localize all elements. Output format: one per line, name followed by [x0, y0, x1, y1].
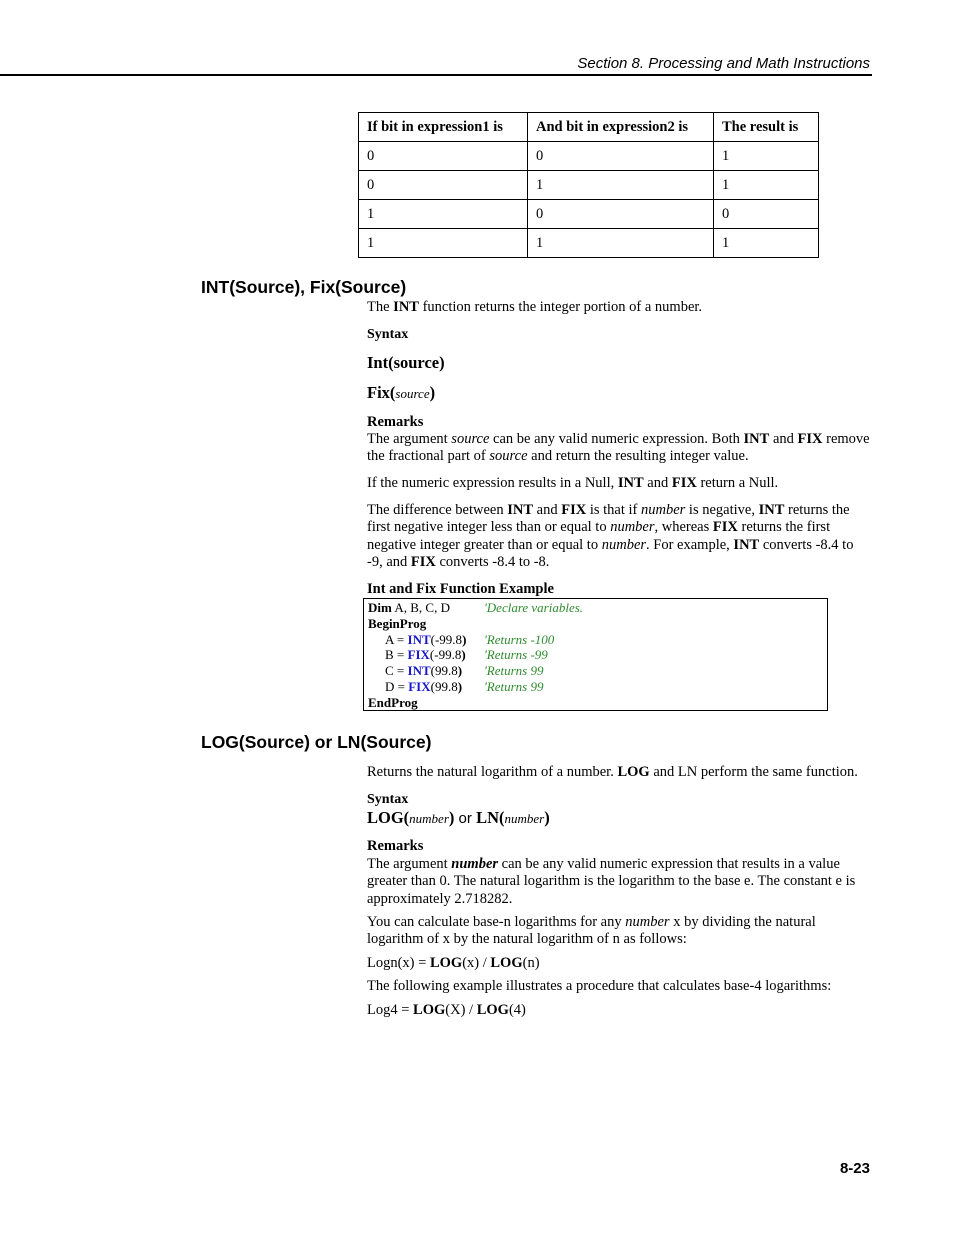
table-cell: 1 — [359, 200, 528, 229]
section-header: Section 8. Processing and Math Instructions — [577, 55, 870, 72]
int-syntax-label: Syntax — [367, 327, 409, 342]
code-line: C = INT(99.8) 'Returns 99 — [385, 663, 544, 679]
table-cell: 1 — [528, 171, 714, 200]
table-cell: 1 — [359, 229, 528, 258]
int-remarks-p2: If the numeric expression results in a Null, INT and FIX return a Null. — [367, 475, 779, 491]
column-header: And bit in expression2 is — [528, 113, 714, 142]
column-header: The result is — [714, 113, 819, 142]
table-row — [359, 142, 819, 171]
code-comment: 'Returns 99 — [484, 663, 544, 679]
log-syntax-line: LOG(number) or LN(number) — [367, 808, 550, 827]
code-comment: 'Returns 99 — [484, 678, 544, 694]
log-formula-1: Logn(x) = LOG(x) / LOG(n) — [367, 955, 540, 971]
log-remarks-label: Remarks — [367, 838, 424, 854]
table-cell: 1 — [714, 142, 819, 171]
table-cell: 1 — [528, 229, 714, 258]
truth-table — [358, 112, 819, 258]
table-cell: 0 — [528, 200, 714, 229]
code-line: A = INT(-99.8) 'Returns -100 — [385, 631, 555, 647]
fix-syntax-line: Fix(source) — [367, 383, 436, 402]
log-formula-2: Log4 = LOG(X) / LOG(4) — [367, 1002, 526, 1018]
table-cell: 1 — [714, 229, 819, 258]
code-line: BeginProg — [368, 615, 427, 631]
column-header: If bit in expression1 is — [359, 113, 528, 142]
log-remarks-p2: You can calculate base-n logarithms for any number x by dividing the natural logarithm of x by the natural logarithm of n as follows: — [367, 914, 816, 948]
page-number: 8-23 — [839, 1160, 870, 1177]
code-line: D = FIX(99.8) 'Returns 99 — [385, 678, 544, 694]
log-intro: Returns the natural logarithm of a number. LOG and LN perform the same function. — [367, 764, 858, 780]
table-cell: 1 — [714, 171, 819, 200]
table-cell: 0 — [359, 171, 528, 200]
header-rule — [0, 74, 872, 76]
int-remarks-p3: The difference between INT and FIX is that if number is negative, INT returns the first negative integer less than or equal to number, whereas FIX returns the first negative integer greater than or equal to number. For example, INT converts -8.4 to -9, and FIX converts -8.4 to -8. — [367, 502, 854, 570]
code-example — [363, 598, 828, 711]
table-row — [359, 171, 819, 200]
int-remarks-p1: The argument source can be any valid numeric expression. Both INT and FIX remove the fractional part of source and return the resulting integer value. — [367, 431, 870, 465]
code-line: Dim A, B, C, D 'Declare variables. — [368, 600, 584, 615]
table-row — [359, 229, 819, 258]
code-comment: 'Returns -100 — [484, 631, 555, 647]
code-comment: 'Declare variables. — [484, 600, 584, 615]
int-intro: The INT function returns the integer portion of a number. — [367, 299, 703, 315]
int-syntax-line: Int(source) — [367, 353, 445, 372]
code-line: EndProg — [368, 694, 418, 710]
log-section-heading: LOG(Source) or LN(Source) — [201, 732, 432, 752]
table-cell: 0 — [359, 142, 528, 171]
int-section-heading: INT(Source), Fix(Source) — [201, 277, 407, 297]
log-syntax-label: Syntax — [367, 792, 409, 807]
table-cell: 0 — [528, 142, 714, 171]
code-line: B = FIX(-99.8) 'Returns -99 — [385, 647, 548, 663]
int-remarks-label: Remarks — [367, 414, 424, 430]
log-remarks-p3: The following example illustrates a procedure that calculates base-4 logarithms: — [367, 978, 832, 994]
log-remarks-p1: The argument number can be any valid numeric expression that results in a value greater than 0. The natural logarithm is the logarithm to the base e. The constant e is approximately 2.718282. — [367, 856, 856, 907]
table-cell: 0 — [714, 200, 819, 229]
table-header-row — [359, 113, 819, 142]
table-row — [359, 200, 819, 229]
code-comment: 'Returns -99 — [484, 647, 548, 663]
example-title: Int and Fix Function Example — [367, 581, 554, 597]
